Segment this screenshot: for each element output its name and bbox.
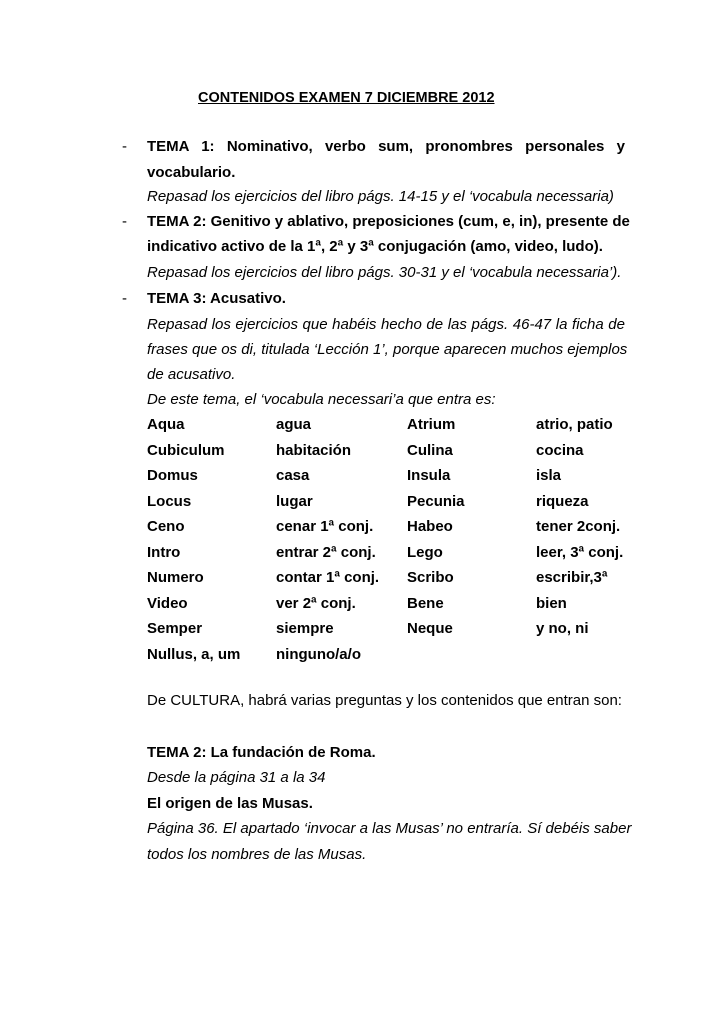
page-title: CONTENIDOS EXAMEN 7 DICIEMBRE 2012 <box>198 90 495 106</box>
spanish-meaning: isla <box>536 467 562 484</box>
spanish-meaning: atrio, patio <box>536 416 613 433</box>
tema2-heading-line1: TEMA 2: Genitivo y ablativo, preposiciones (cum, e, in), presente de <box>147 213 630 230</box>
spanish-meaning: contar 1ª conj. <box>276 569 380 586</box>
spanish-meaning: tener 2conj. <box>536 518 621 535</box>
cultura-intro: De CULTURA, habrá varias preguntas y los contenidos que entran son: <box>147 692 622 709</box>
latin-word: Locus <box>147 492 192 510</box>
spanish-meaning: casa <box>276 467 310 484</box>
cultura-tema2-note: Desde la página 31 a la 34 <box>147 769 326 786</box>
tema2-heading-line2: indicativo activo de la 1ª, 2ª y 3ª conjugación (amo, video, ludo). <box>147 238 603 255</box>
cultura-tema2-heading: TEMA 2: La fundación de Roma. <box>147 744 376 761</box>
latin-word: Domus <box>147 467 198 484</box>
spanish-meaning: y no, ni <box>536 620 589 637</box>
latin-word: Ceno <box>147 518 185 535</box>
latin-word: Habeo <box>407 518 453 535</box>
bullet-dash: - <box>122 213 127 230</box>
tema1-heading-line1: TEMA 1: Nominativo, verbo sum, pronombres personales y <box>147 138 625 155</box>
latin-word: Pecunia <box>407 492 465 510</box>
spanish-meaning: lugar <box>276 492 313 510</box>
spanish-meaning: agua <box>276 416 312 433</box>
tema3-heading: TEMA 3: Acusativo. <box>147 290 286 307</box>
cultura-musas-note-line2: todos los nombres de las Musas. <box>147 846 367 863</box>
tema3-note-line1: Repasad los ejercicios que habéis hecho de las págs. 46-47 la ficha de <box>147 316 625 333</box>
spanish-meaning: habitación <box>276 441 352 459</box>
latin-word: Aqua <box>147 416 185 433</box>
bullet-dash: - <box>122 290 127 307</box>
latin-word: Nullus, a, um <box>147 645 241 663</box>
tema3-note-line3: de acusativo. <box>147 366 236 383</box>
spanish-meaning: ver 2ª conj. <box>276 594 356 612</box>
spanish-meaning: ninguno/a/o <box>276 645 361 663</box>
spanish-meaning: escribir,3ª <box>536 569 608 586</box>
spanish-meaning: riqueza <box>536 492 589 510</box>
latin-word: Numero <box>147 569 204 586</box>
latin-word: Insula <box>407 467 451 484</box>
latin-word: Culina <box>407 441 453 459</box>
latin-word: Intro <box>147 543 181 561</box>
latin-word: Scribo <box>407 569 454 586</box>
latin-word: Video <box>147 594 188 612</box>
tema1-heading-line2: vocabulario. <box>147 164 236 181</box>
tema2-note: Repasad los ejercicios del libro págs. 30-31 y el ‘vocabula necessaria’). <box>147 264 622 281</box>
tema3-note-line4: De este tema, el ‘vocabula necessari’a que entra es: <box>147 391 496 408</box>
latin-word: Bene <box>407 594 444 612</box>
spanish-meaning: entrar 2ª conj. <box>276 543 376 561</box>
latin-word: Semper <box>147 620 203 637</box>
spanish-meaning: leer, 3ª conj. <box>536 543 624 561</box>
tema3-note-line2: frases que os di, titulada ‘Lección 1’, porque aparecen muchos ejemplos <box>147 341 628 358</box>
cultura-musas-heading: El origen de las Musas. <box>147 795 313 812</box>
spanish-meaning: siempre <box>276 620 334 637</box>
latin-word: Lego <box>407 543 443 561</box>
cultura-musas-note-line1: Página 36. El apartado ‘invocar a las Musas’ no entraría. Sí debéis saber <box>147 820 632 837</box>
latin-word: Neque <box>407 620 453 637</box>
spanish-meaning: cenar 1ª conj. <box>276 518 374 535</box>
tema1-note: Repasad los ejercicios del libro págs. 14-15 y el ‘vocabula necessaria) <box>147 188 614 205</box>
bullet-dash: - <box>122 138 127 155</box>
spanish-meaning: cocina <box>536 441 584 459</box>
latin-word: Atrium <box>407 416 456 433</box>
latin-word: Cubiculum <box>147 441 225 459</box>
spanish-meaning: bien <box>536 594 567 612</box>
